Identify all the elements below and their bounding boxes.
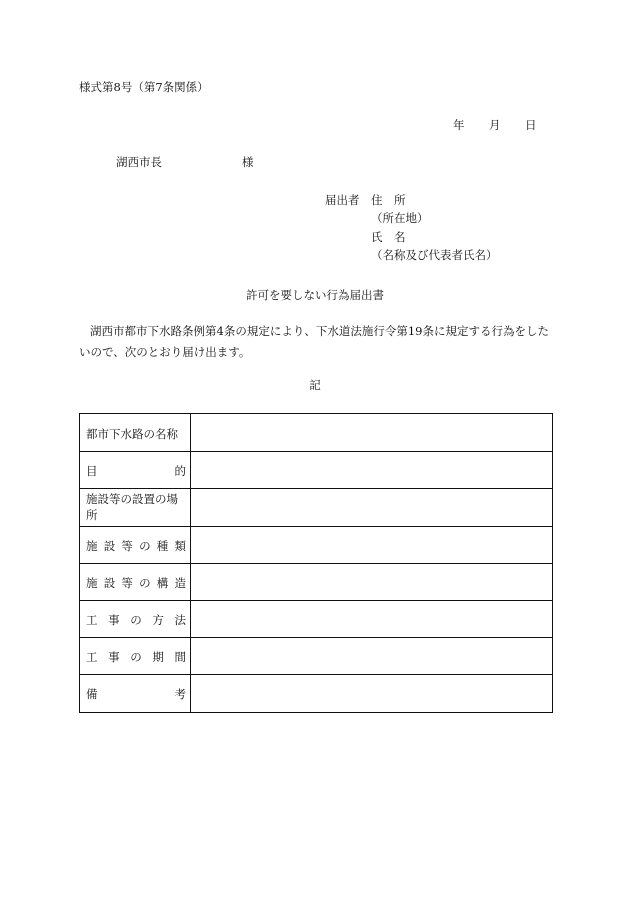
structure-field[interactable] xyxy=(196,564,546,600)
row-label-remarks-text-char: 備 xyxy=(86,687,98,701)
date-day-label: 日 xyxy=(525,118,537,132)
document-title: 許可を要しない行為届出書 xyxy=(246,288,384,302)
remarks-field[interactable] xyxy=(196,675,546,711)
row-label-purpose xyxy=(86,464,186,480)
row-label-facility-type xyxy=(86,539,186,555)
row-label-construction-period-text-char: 間 xyxy=(174,650,186,664)
row-label-construction-method-text-char: の xyxy=(130,613,142,627)
row-label-construction-period-text-char: の xyxy=(130,650,142,664)
table-row-construction-method xyxy=(80,600,552,637)
row-label-purpose-text-char: 目 xyxy=(86,464,98,478)
date-month-label: 月 xyxy=(489,118,501,132)
row-label-construction-method-text xyxy=(86,613,186,629)
row-label-structure-text-char: 構 xyxy=(156,576,169,590)
row-label-construction-period-text xyxy=(86,650,186,666)
name-label: 氏 名 xyxy=(371,230,406,244)
row-label-channel-name: 都市下水路の名称 xyxy=(86,427,178,441)
row-label-facility-type-text-char: の xyxy=(139,539,151,553)
row-label-location: 施設等の設置の場所 xyxy=(86,492,178,522)
table-row-construction-period xyxy=(80,637,552,674)
row-label-structure-text-char: 等 xyxy=(121,576,133,590)
row-label-construction-period-text-char: 期 xyxy=(152,650,164,664)
applicant-role: 届出者 xyxy=(325,193,360,207)
table-row-purpose xyxy=(80,451,552,488)
row-label-facility-type-text-char: 種 xyxy=(156,539,169,553)
row-label-purpose-text xyxy=(86,464,186,480)
address-note: （所在地） xyxy=(371,211,429,225)
row-label-construction-period-text-char: 事 xyxy=(108,650,120,664)
addressee-name: 湖西市長 xyxy=(116,155,162,169)
row-label-structure-text-char: 造 xyxy=(174,576,186,590)
row-label-facility-type-text-char: 設 xyxy=(103,539,116,553)
row-label-construction-method-text-char: 事 xyxy=(108,613,120,627)
row-label-structure-text-char: 施 xyxy=(86,576,98,590)
row-label-remarks xyxy=(86,687,186,703)
details-table xyxy=(79,413,553,713)
row-label-purpose-text-char: 的 xyxy=(174,464,186,478)
row-label-remarks-text-char: 考 xyxy=(174,687,186,701)
row-label-construction-method-text-char: 方 xyxy=(152,613,164,627)
row-label-facility-type-text xyxy=(86,539,186,555)
addressee-honorific: 様 xyxy=(242,155,254,169)
location-field[interactable] xyxy=(196,489,546,526)
purpose-field[interactable] xyxy=(196,452,546,488)
row-label-structure-text xyxy=(86,576,186,592)
ki-heading: 記 xyxy=(309,378,321,392)
row-label-facility-type-text-char: 等 xyxy=(121,539,133,553)
row-label-facility-type-text-char: 類 xyxy=(174,539,186,553)
construction-method-field[interactable] xyxy=(196,601,546,637)
table-row-channel-name xyxy=(80,414,552,451)
row-label-remarks-text xyxy=(86,687,186,703)
body-text: 湖西市都市下水路条例第4条の規定により、下水道法施行令第19条に規定する行為をしたいので、次のとおり届け出ます。 xyxy=(79,324,549,359)
table-row-structure xyxy=(80,563,552,600)
row-label-structure xyxy=(86,576,186,592)
row-label-structure-text-char: 設 xyxy=(103,576,116,590)
row-label-facility-type-text-char: 施 xyxy=(86,539,98,553)
date-year-label: 年 xyxy=(453,118,465,132)
construction-period-field[interactable] xyxy=(196,638,546,674)
address-label: 住 所 xyxy=(371,193,406,207)
form-number: 様式第8号（第7条関係） xyxy=(79,80,209,94)
facility-type-field[interactable] xyxy=(196,527,546,563)
row-label-structure-text-char: の xyxy=(139,576,151,590)
row-label-construction-method xyxy=(86,613,186,629)
row-label-construction-method-text-char: 工 xyxy=(86,613,98,627)
row-label-construction-period-text-char: 工 xyxy=(86,650,98,664)
table-row-remarks xyxy=(80,674,552,711)
channel-name-field[interactable] xyxy=(196,414,546,451)
table-row-facility-type xyxy=(80,526,552,563)
name-note: （名称及び代表者氏名） xyxy=(371,248,498,262)
row-label-construction-period xyxy=(86,650,186,666)
row-label-construction-method-text-char: 法 xyxy=(174,613,186,627)
table-row-location xyxy=(80,488,552,526)
